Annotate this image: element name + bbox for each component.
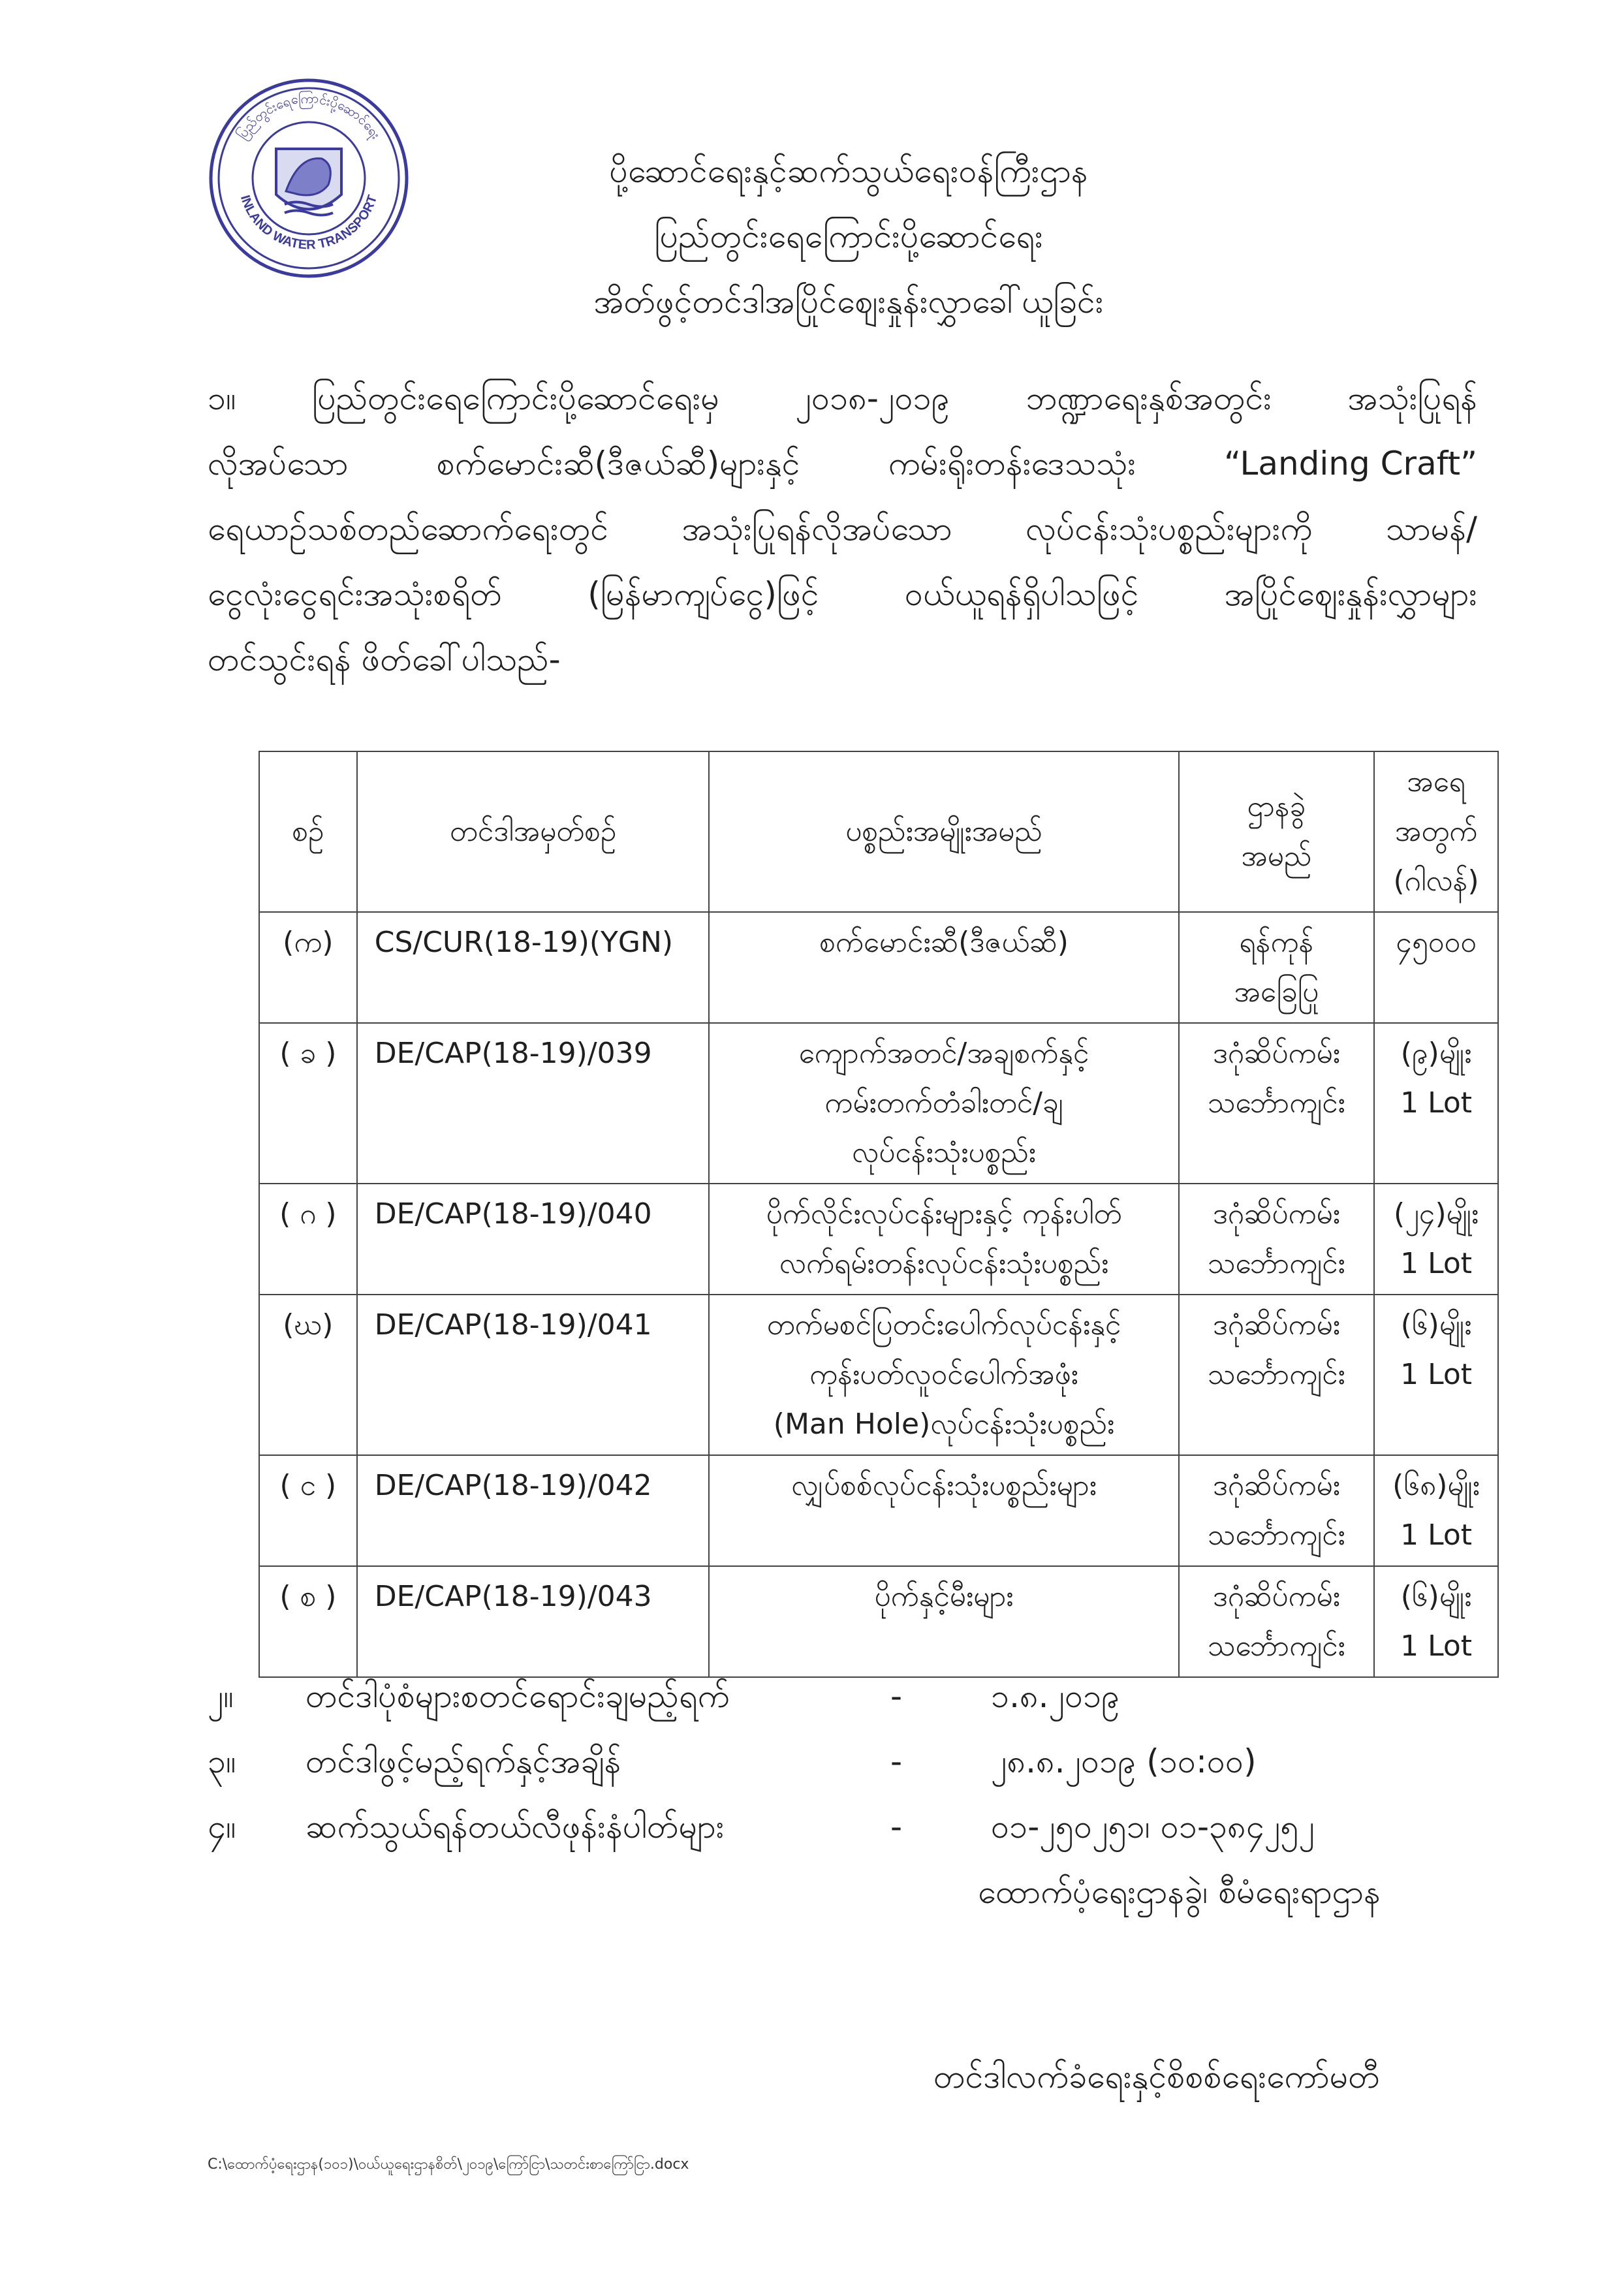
info-row-contact-dept — [208, 1859, 1487, 1925]
cell-dept — [1179, 912, 1375, 1023]
paragraph-line — [208, 496, 1477, 561]
cell-item — [709, 1184, 1178, 1295]
header-qty-line: အတွက် — [1394, 815, 1478, 848]
cell-dept-line: ဒဂုံဆိပ်ကမ်း — [1212, 1308, 1340, 1342]
cell-qty-line: (၆)မျိုး — [1400, 1308, 1472, 1342]
cell-qty-line: 1 Lot — [1400, 1518, 1473, 1552]
header-qty-line: အရေ — [1407, 765, 1465, 798]
cell-no: ( ဂ ) — [259, 1184, 357, 1295]
cell-qty — [1374, 1184, 1498, 1295]
paragraph-word: စက်မောင်းဆီ(ဒီဇယ်ဆီ)များနှင့် — [436, 445, 800, 482]
cell-dept-line: ရန်ကုန် — [1239, 926, 1314, 959]
table-row — [259, 1566, 1498, 1677]
table-body — [259, 912, 1498, 1677]
contact-department: ထောက်ပံ့ရေးဌာနခွဲ၊ စီမံရေးရာဌာန — [978, 1873, 1381, 1911]
cell-dept-line: အခြေပြု — [1234, 975, 1319, 1009]
cell-tender-code: DE/CAP(18-19)/039 — [357, 1023, 710, 1184]
info-dash: - — [890, 1742, 903, 1780]
cell-qty-line: (၂၄)မျိုး — [1393, 1197, 1479, 1231]
cell-dept-line: သင်္ဘောကျင်း — [1207, 1518, 1345, 1552]
cell-qty-line: ၄၅၀၀၀ — [1396, 926, 1477, 959]
paragraph-word: ၂၀၁၈-၂၀၁၉ — [795, 379, 950, 417]
info-dash: - — [890, 1677, 903, 1715]
tender-items-table — [258, 751, 1499, 1678]
header-qty — [1374, 751, 1498, 912]
paragraph-number: ၁။ — [208, 379, 236, 417]
cell-no: ( င ) — [259, 1455, 357, 1566]
paragraph-line — [208, 561, 1477, 627]
committee-signature: တင်ဒါလက်ခံရေးနှင့်စိစစ်ရေးကော်မတီ — [933, 2058, 1380, 2096]
cell-qty-line: 1 Lot — [1400, 1358, 1473, 1391]
paragraph-word: ကမ်းရိုးတန်းဒေသသုံး — [888, 445, 1136, 482]
cell-dept-line: ဒဂုံဆိပ်ကမ်း — [1212, 1469, 1340, 1502]
cell-item — [709, 1566, 1178, 1677]
paragraph-line — [208, 431, 1477, 496]
paragraph-line — [208, 627, 1477, 692]
cell-tender-code: CS/CUR(18-19)(YGN) — [357, 912, 710, 1023]
cell-dept — [1179, 1295, 1375, 1455]
paragraph-word: လုပ်ငန်းသုံးပစ္စည်းများကို — [1026, 510, 1313, 548]
department-name: ပြည်တွင်းရေကြောင်းပို့ဆောင်ရေး — [654, 217, 1043, 255]
intro-paragraph — [208, 366, 1477, 692]
table-row — [259, 1455, 1498, 1566]
paragraph-line — [208, 366, 1477, 431]
cell-item-line: ကမ်းတက်တံခါးတင်/ချ — [824, 1086, 1063, 1120]
header-dept — [1179, 751, 1375, 912]
cell-qty-line: (၆)မျိုး — [1400, 1580, 1472, 1613]
cell-dept-line: ဒဂုံဆိပ်ကမ်း — [1212, 1037, 1340, 1070]
info-number: ၄။ — [208, 1808, 236, 1846]
info-number: ၂။ — [208, 1677, 234, 1715]
table-row — [259, 1295, 1498, 1455]
paragraph-word: (မြန်မာကျပ်ငွေ)ဖြင့် — [587, 575, 819, 613]
paragraph-word: လိုအပ်သော — [208, 445, 349, 482]
header-no: စဉ် — [259, 751, 357, 912]
cell-qty-line: 1 Lot — [1400, 1086, 1473, 1120]
paragraph-word: အသုံးပြုရန် — [1347, 379, 1477, 417]
cell-dept-line: သင်္ဘောကျင်း — [1207, 1086, 1345, 1120]
paragraph-word: ရေယာဉ်သစ်တည်ဆောက်ရေးတွင် — [208, 510, 609, 548]
inland-water-transport-seal — [208, 77, 410, 279]
cell-no: (ဃ) — [259, 1295, 357, 1455]
cell-qty — [1374, 1295, 1498, 1455]
cell-item-line: (Man Hole)လုပ်ငန်းသုံးပစ္စည်း — [773, 1407, 1115, 1441]
paragraph-word: ဘဏ္ဍာရေးနှစ်အတွင်း — [1026, 379, 1272, 417]
cell-qty — [1374, 1566, 1498, 1677]
info-value: ၀၁-၂၅၀၂၅၁၊ ၀၁-၃၈၄၂၅၂ — [991, 1808, 1315, 1846]
header-dept-line: ဌာနခွဲ — [1247, 790, 1306, 823]
svg-text:ပြည်တွင်းရေကြောင်းပို့ဆောင်ရေး: ပြည်တွင်းရေကြောင်းပို့ဆောင်ရေး — [234, 90, 384, 142]
cell-item — [709, 912, 1178, 1023]
paragraph-word: တင်သွင်းရန် ဖိတ်ခေါ်ပါသည်- — [208, 640, 561, 678]
info-row-sale-date — [208, 1663, 1487, 1729]
cell-dept — [1179, 1023, 1375, 1184]
paragraph-word: ငွေလုံးငွေရင်းအသုံးစရိတ် — [208, 575, 502, 613]
cell-dept-line: ဒဂုံဆိပ်ကမ်း — [1212, 1580, 1340, 1613]
info-value: ၁.၈.၂၀၁၉ — [991, 1677, 1120, 1715]
header-qty-line: (ဂါလန်) — [1393, 864, 1479, 898]
info-label: တင်ဒါဖွင့်မည့်ရက်နှင့်အချိန် — [305, 1742, 621, 1780]
info-dash: - — [890, 1808, 903, 1846]
info-row-opening-date — [208, 1729, 1487, 1794]
info-row-phone — [208, 1794, 1487, 1859]
cell-dept-line: သင်္ဘောကျင်း — [1207, 1358, 1345, 1391]
tender-info-list — [208, 1663, 1487, 1925]
paragraph-word: ပြည်တွင်းရေကြောင်းပို့ဆောင်ရေးမှ — [311, 379, 719, 417]
cell-qty — [1374, 1455, 1498, 1566]
paragraph-word: “Landing Craft” — [1224, 445, 1477, 482]
cell-tender-code: DE/CAP(18-19)/043 — [357, 1566, 710, 1677]
cell-dept-line: သင်္ဘောကျင်း — [1207, 1247, 1345, 1280]
cell-item-line: ကုန်းပတ်လူဝင်ပေါက်အဖုံး — [809, 1358, 1078, 1391]
file-path-footer: C:\ထောက်ပံ့ရေးဌာန(၁၀၁)\ဝယ်ယူရေးဌာနစိတ်\၂၀၁၉\ကြော်ငြာ\သတင်းစာကြော်ငြာ.docx — [208, 2156, 689, 2173]
cell-qty-line: 1 Lot — [1400, 1247, 1473, 1280]
cell-qty — [1374, 912, 1498, 1023]
cell-tender-code: DE/CAP(18-19)/042 — [357, 1455, 710, 1566]
paragraph-word: ဝယ်ယူရန်ရှိပါသဖြင့် — [904, 575, 1139, 613]
cell-item — [709, 1295, 1178, 1455]
header-item: ပစ္စည်းအမျိုးအမည် — [709, 751, 1178, 912]
info-number: ၃။ — [208, 1742, 236, 1780]
table-row — [259, 1184, 1498, 1295]
cell-item-line: တက်မစင်ပြတင်းပေါက်လုပ်ငန်းနှင့် — [766, 1308, 1121, 1342]
cell-qty-line: 1 Lot — [1400, 1629, 1473, 1663]
cell-item-line: လုပ်ငန်းသုံးပစ္စည်း — [852, 1136, 1036, 1169]
table-row — [259, 912, 1498, 1023]
header-dept-line: အမည် — [1241, 840, 1312, 873]
paragraph-word: အသုံးပြုရန်လိုအပ်သော — [681, 510, 952, 548]
cell-dept — [1179, 1184, 1375, 1295]
cell-item-line: ပိုက်နှင့်မီးများ — [874, 1580, 1014, 1613]
cell-item-line: ကျောက်အတင်/အချစက်နှင့် — [798, 1037, 1089, 1070]
header-tender-no: တင်ဒါအမှတ်စဉ် — [357, 751, 710, 912]
table-header-row — [259, 751, 1498, 912]
cell-tender-code: DE/CAP(18-19)/041 — [357, 1295, 710, 1455]
paragraph-word: သာမန်/ — [1385, 510, 1477, 548]
notice-title: အိတ်ဖွင့်တင်ဒါအပြိုင်ဈေးနှုန်းလွှာခေါ်ယူခြင်း — [593, 283, 1104, 321]
cell-item — [709, 1023, 1178, 1184]
seal-emblem-icon — [208, 77, 410, 279]
cell-no: ( စ ) — [259, 1566, 357, 1677]
ministry-name: ပို့ဆောင်ရေးနှင့်ဆက်သွယ်ရေးဝန်ကြီးဌာန — [609, 152, 1088, 190]
cell-qty — [1374, 1023, 1498, 1184]
cell-item-line: စက်မောင်းဆီ(ဒီဇယ်ဆီ) — [819, 926, 1069, 959]
info-value: ၂၈.၈.၂၀၁၉ (၁၀:၀၀) — [991, 1742, 1257, 1780]
cell-dept-line: ဒဂုံဆိပ်ကမ်း — [1212, 1197, 1340, 1231]
cell-no: (က) — [259, 912, 357, 1023]
cell-item-line: ပိုက်လိုင်းလုပ်ငန်းများနှင့် ကုန်းပါတ် — [766, 1197, 1122, 1231]
paragraph-word: အပြိုင်ဈေးနှုန်းလွှာများ — [1224, 575, 1477, 613]
cell-dept — [1179, 1566, 1375, 1677]
cell-item — [709, 1455, 1178, 1566]
svg-text:INLAND WATER TRANSPORT: INLAND WATER TRANSPORT — [237, 193, 381, 253]
cell-dept — [1179, 1455, 1375, 1566]
cell-no: ( ခ ) — [259, 1023, 357, 1184]
cell-item-line: လက်ရမ်းတန်းလုပ်ငန်းသုံးပစ္စည်း — [779, 1247, 1109, 1280]
cell-dept-line: သင်္ဘောကျင်း — [1207, 1629, 1345, 1663]
cell-qty-line: (၉)မျိုး — [1400, 1037, 1472, 1070]
table-row — [259, 1023, 1498, 1184]
info-label: တင်ဒါပုံစံများစတင်ရောင်းချမည့်ရက် — [305, 1677, 730, 1715]
cell-tender-code: DE/CAP(18-19)/040 — [357, 1184, 710, 1295]
letter-header — [418, 138, 1279, 334]
cell-qty-line: (၆၈)မျိုး — [1392, 1469, 1480, 1502]
cell-item-line: လျှပ်စစ်လုပ်ငန်းသုံးပစ္စည်းများ — [791, 1469, 1097, 1502]
info-label: ဆက်သွယ်ရန်တယ်လီဖုန်းနံပါတ်များ — [305, 1808, 725, 1846]
